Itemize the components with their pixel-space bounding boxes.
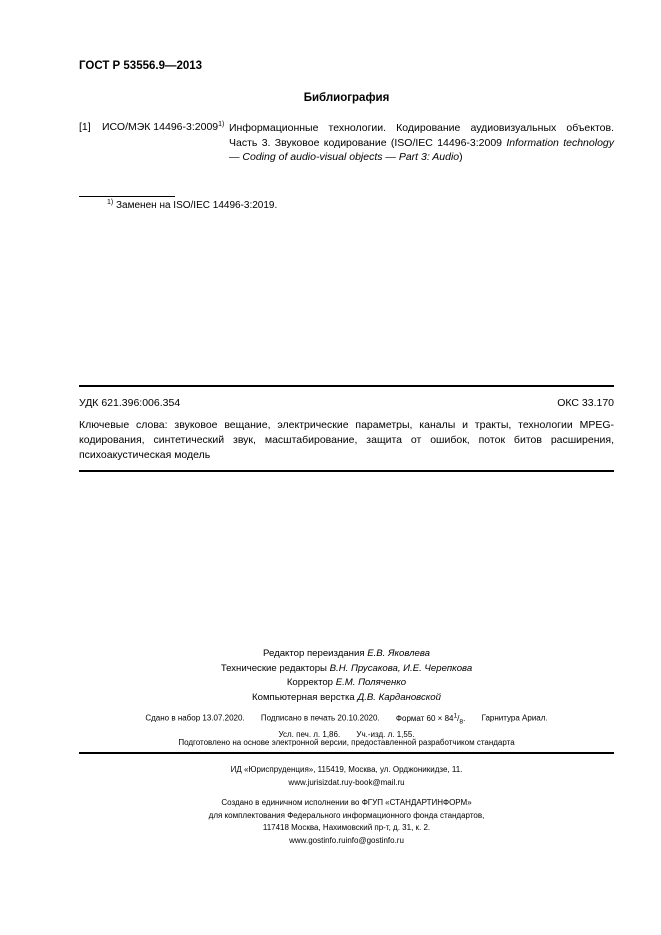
created-line-3: 117418 Москва, Нахимовский пр-т, д. 31, к. 2. — [262, 823, 431, 832]
imprint-line-1 — [0, 709, 661, 728]
document-id: ГОСТ Р 53556.9—2013 — [79, 60, 203, 72]
divider-footer — [79, 752, 614, 754]
credit-role: Редактор переиздания — [263, 648, 365, 659]
format-sub: 8 — [459, 718, 464, 726]
publisher-email-link[interactable]: y-book@mail.ru — [348, 778, 405, 787]
gostinfo-website-link[interactable]: www.gostinfo.ru — [289, 835, 346, 845]
credit-name: В.Н. Прусакова, И.Е. Черепкова — [329, 662, 473, 674]
credit-name: Д.В. Кардановской — [357, 691, 441, 703]
signed-date: Подписано в печать 20.10.2020. — [260, 713, 380, 723]
entry-text-italic: Information technology — Coding of audio-visual objects — Part 3: Audio — [229, 136, 615, 163]
oks-code: ОКС 33.170 — [557, 397, 614, 409]
credits — [0, 647, 661, 705]
credit-name: Е.В. Яковлева — [367, 648, 430, 659]
pub-sheets: Уч.-изд. л. 1,55. — [356, 730, 415, 740]
footnote-mark: 1) — [107, 199, 114, 206]
footnote-text: Заменен на ISO/IEC 14496-3:2019. — [116, 200, 278, 211]
created-contacts — [0, 835, 661, 848]
udk-code: УДК 621.396:006.354 — [79, 397, 181, 409]
entry-text-end: ) — [459, 151, 463, 163]
credit-line — [0, 691, 661, 706]
credit-line — [0, 676, 661, 691]
reference-code: ИСО/МЭК 14496-3:2009 — [102, 121, 219, 133]
format-sup: 1 — [453, 712, 458, 719]
gostinfo-email-link[interactable]: info@gostinfo.ru — [345, 835, 404, 845]
typeface: Гарнитура Ариал. — [481, 713, 548, 723]
credit-role: Компьютерная верстка — [252, 691, 355, 703]
prepared-note: Подготовлено на основе электронной версии, предоставленной разработчиком стандарта — [178, 738, 515, 747]
credit-line — [0, 662, 661, 677]
publisher-website-link[interactable]: www.jurisizdat.ru — [288, 778, 349, 787]
credit-name: Е.М. Поляченко — [335, 677, 407, 688]
created-line-2: для комплектования Федерального информационного фонда стандартов, — [208, 810, 485, 820]
publisher-address: ИД «Юриспруденция», 115419, Москва, ул. Орджоникидзе, 11. — [230, 765, 463, 774]
bibliography-entry-reference — [102, 121, 224, 133]
credit-line — [0, 647, 661, 662]
publisher-info — [0, 763, 661, 789]
print-sheets: Усл. печ. л. 1,86. — [278, 730, 341, 740]
bibliography-title: Библиография — [303, 92, 390, 104]
created-by-info — [0, 797, 661, 847]
format-suffix: . — [463, 713, 466, 723]
credit-role: Технические редакторы — [220, 662, 327, 674]
divider-top — [79, 385, 614, 387]
credit-role: Корректор — [286, 677, 334, 688]
format-prefix: Формат 60 × 84 — [395, 713, 454, 723]
format: Формат $60 \times 84^1/_8$. — [395, 712, 466, 726]
typeset-date: Сдано в набор 13.07.2020. — [145, 713, 245, 723]
keywords: Ключевые слова: звуковое вещание, электрические параметры, каналы и тракты, технологии MPEG-кодирования, синтетический звук, масштабирование, защита от ошибок, поток битов расширения, психоакустическая модель — [79, 419, 614, 461]
bibliography-entry-text — [229, 121, 614, 165]
publisher-contacts — [0, 776, 661, 789]
created-line-1: Создано в единичном исполнении во ФГУП «СТАНДАРТИНФОРМ» — [221, 798, 472, 807]
entry-text-plain: Информационные технологии. Кодирование аудиовизуальных объектов. Часть 3. Звуковое кодирование (ISO/IEC 14496-3:2009 — [229, 122, 614, 149]
bibliography-entry-number: [1] — [79, 121, 91, 133]
imprint — [0, 709, 661, 741]
footnote-mark: 1) — [218, 121, 225, 128]
footnote — [107, 199, 277, 211]
divider-bottom — [79, 470, 614, 472]
footnote-separator — [79, 196, 175, 197]
